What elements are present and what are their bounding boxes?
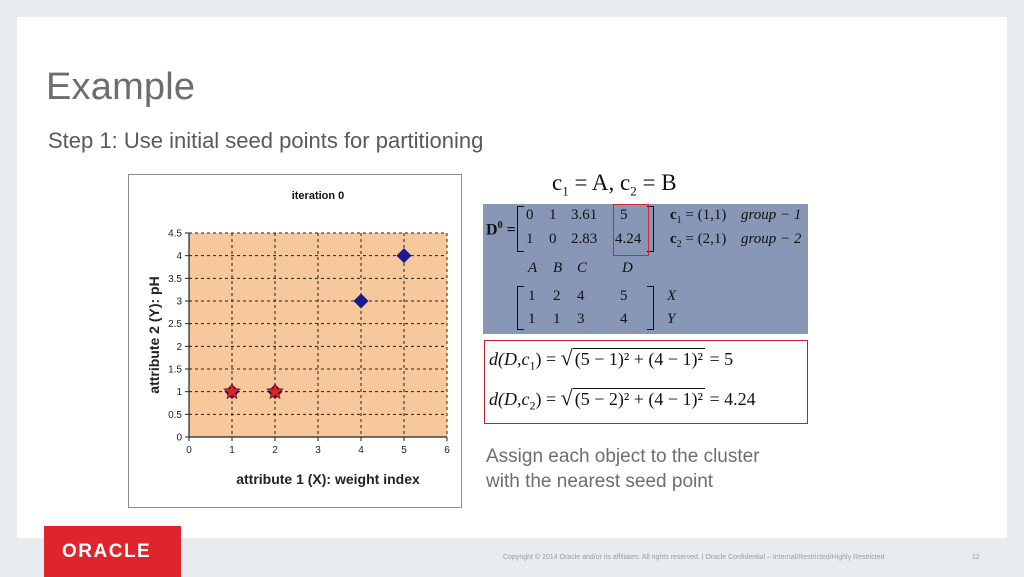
x-tick-label: 1 [229, 445, 235, 456]
d1-result: = 5 [709, 349, 734, 369]
x-tick-label: 0 [186, 445, 192, 456]
y-tick-label: 3.5 [168, 273, 182, 285]
c1-def-c: c [670, 207, 677, 223]
m-r2-c4: 4.24 [615, 231, 642, 247]
oracle-logo-text: ORACLE [62, 541, 152, 562]
c1-group: group − 1 [741, 207, 802, 223]
col-label-b: B [553, 260, 563, 276]
matrix-bracket-left [517, 206, 524, 252]
assign-line-2: with the nearest seed point [486, 471, 714, 492]
d2-radicand: (5 − 2)² + (4 − 1)² [574, 389, 703, 409]
page-number: 12 [972, 554, 980, 561]
m-r1-c4: 5 [620, 207, 628, 223]
assign-line-1: Assign each object to the cluster [486, 446, 760, 467]
c2-def-c: c [670, 231, 677, 247]
c1-definition [670, 207, 726, 226]
x-tick-label: 2 [272, 445, 278, 456]
c2-def-sub: 2 [676, 239, 682, 250]
chart-svg [129, 175, 463, 509]
slide-subtitle: Step 1: Use initial seed points for partitioning [48, 128, 484, 153]
seed-c1: c [552, 170, 563, 195]
d2-lhs-end: ) = [535, 389, 557, 409]
y-tick-label: 3 [176, 296, 182, 308]
attr-x-1: 1 [528, 288, 536, 304]
d1-sqrt-sign: √ [560, 345, 573, 370]
attr-bracket-right [647, 286, 654, 330]
x-tick-label: 6 [444, 445, 450, 456]
distance-equation-1 [489, 345, 733, 374]
matrix-eq: = [506, 221, 516, 239]
x-axis-label: attribute 1 (X): weight index [236, 471, 420, 487]
m-r2-c2: 0 [549, 231, 557, 247]
attr-y-1: 1 [528, 311, 536, 327]
x-tick-label: 5 [401, 445, 407, 456]
d1-lhs: d(D,c [489, 349, 530, 369]
d1-lhs-end: ) = [535, 349, 557, 369]
col-label-d: D [622, 260, 633, 276]
assign-instruction [486, 444, 816, 494]
d1-sub: 1 [529, 358, 536, 373]
y-axis-label: attribute 2 (Y): pH [146, 276, 162, 394]
y-tick-label: 1.5 [168, 364, 182, 376]
y-tick-label: 1 [176, 387, 182, 399]
matrix-label-sup: 0 [497, 220, 503, 231]
attr-y-4: 4 [620, 311, 628, 327]
seed-c2-sub: 2 [630, 183, 637, 199]
attr-x-3: 4 [577, 288, 585, 304]
x-tick-label: 4 [358, 445, 364, 456]
d2-sub: 2 [529, 398, 536, 413]
matrix-label-d: D [486, 221, 498, 239]
d2-sqrt-sign: √ [560, 385, 573, 410]
c1-def-sub: 1 [676, 215, 682, 226]
c2-definition [670, 231, 726, 250]
c2-group: group − 2 [741, 231, 802, 247]
seed-c1-sub: 1 [562, 183, 569, 199]
slide-title: Example [46, 66, 196, 108]
attr-x-4: 5 [620, 288, 628, 304]
m-r2-c3: 2.83 [571, 231, 598, 247]
seed-eq-a: = A, [568, 170, 621, 195]
y-tick-label: 2.5 [168, 319, 182, 331]
m-r1-c3: 3.61 [571, 207, 598, 223]
col-label-a: A [528, 260, 538, 276]
seed-eq-b: = B [636, 170, 677, 195]
chart-title: iteration 0 [291, 190, 345, 202]
d2-lhs: d(D,c [489, 389, 530, 409]
attr-bracket-left [517, 286, 524, 330]
y-tick-label: 2 [176, 341, 182, 353]
attr-label-y: Y [667, 311, 676, 327]
m-r1-c2: 1 [549, 207, 557, 223]
attr-y-3: 3 [577, 311, 585, 327]
attr-y-2: 1 [553, 311, 561, 327]
attr-x-2: 2 [553, 288, 561, 304]
c2-def-val: = (2,1) [681, 231, 727, 247]
x-tick-label: 3 [315, 445, 321, 456]
highlight-column-d [613, 204, 649, 256]
distance-equations-panel [484, 340, 808, 424]
attr-label-x: X [667, 288, 677, 304]
scatter-chart [128, 174, 462, 508]
distance-equation-2 [489, 385, 756, 414]
m-r2-c1: 1 [526, 231, 534, 247]
seed-assignment-equation [552, 170, 677, 200]
col-label-c: C [577, 260, 588, 276]
oracle-logo [44, 526, 181, 577]
d1-radicand: (5 − 1)² + (4 − 1)² [574, 349, 703, 369]
copyright-notice: Copyright © 2014 Oracle and/or its affiliates. All rights reserved. | Oracle Confidential – Internal/Restricted/Highly Restricted [503, 554, 885, 561]
y-tick-label: 0 [176, 432, 182, 444]
m-r1-c1: 0 [526, 207, 534, 223]
c1-def-val: = (1,1) [681, 207, 727, 223]
matrix-label [486, 220, 516, 239]
y-tick-label: 4 [176, 251, 182, 263]
seed-c2: c [620, 170, 631, 195]
d2-result: = 4.24 [709, 389, 756, 409]
y-tick-label: 4.5 [168, 228, 182, 240]
y-tick-label: 0.5 [168, 409, 182, 421]
